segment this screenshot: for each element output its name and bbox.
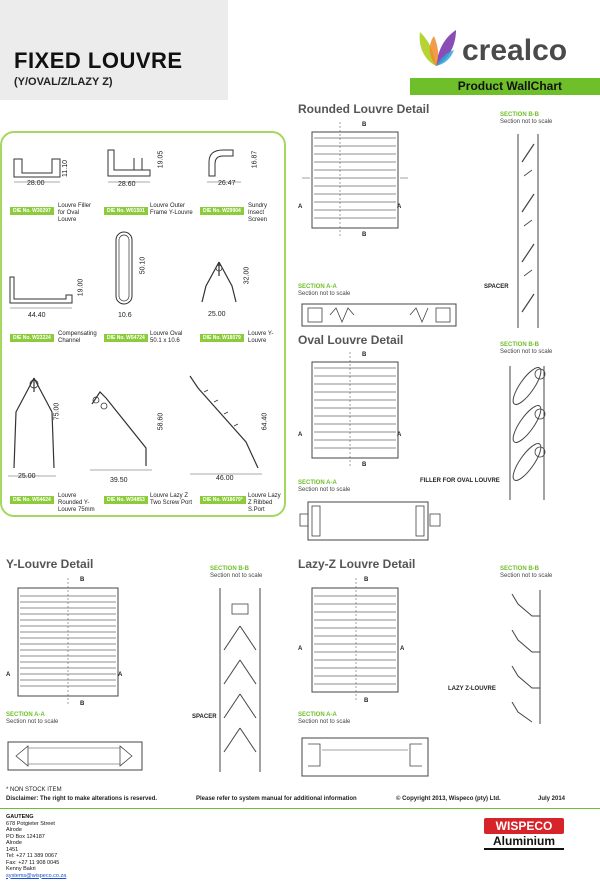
marker-a: A [6,672,11,678]
section-aa-label: SECTION A-A [298,284,337,290]
profile-label: Louvre Lazy Z Two Screw Port [150,493,193,506]
marker-a: A [397,204,402,210]
footer-divider [0,808,600,809]
die-number: DIE No. W23224 [10,334,54,342]
profile-label: Louvre Y-Louvre [248,331,274,344]
address-block [6,814,66,879]
oval-section-bb-drawing [500,364,556,504]
marker-a: A [118,672,123,678]
section-note: Section not to scale [210,573,263,579]
die-number: DIE No. W54624 [10,496,54,504]
lazyz-section-bb [500,566,552,580]
page-subtitle: (Y/OVAL/Z/LAZY Z) [14,76,113,88]
address-line: 678 Potgieter Street [6,820,55,827]
profile-outer-frame-drawing [104,148,154,184]
page-title: FIXED LOUVRE [14,48,183,73]
section-bb-label: SECTION B-B [210,566,249,572]
rounded-louvre-elevation [300,122,410,242]
oval-section-bb [500,342,552,356]
oval-section-aa [298,480,350,494]
rounded-callout-spacer: SPACER [484,284,509,290]
contact-name: Kenny Bakri [6,866,36,872]
address-line: PO Box 124187 [6,833,45,840]
profile-label: Louvre Lazy Z Ribbed S.Port [248,493,281,513]
rounded-section-aa-drawing [300,300,460,330]
dim-label: 75.00 [53,402,61,421]
marker-a: A [400,646,405,652]
oval-callout-filler: FILLER FOR OVAL LOUVRE [420,478,500,484]
oval-section-aa-drawing [300,498,446,544]
section-bb-label: SECTION B-B [500,566,539,572]
marker-b: B [364,577,369,583]
dim-label: 28.00 [27,180,45,187]
y-louvre-title: Y-Louvre Detail [6,557,94,571]
section-note: Section not to scale [500,573,553,579]
y-section-aa-drawing [6,738,146,774]
dim-label: 64.40 [261,412,269,431]
dim-label: 26.47 [218,180,236,187]
marker-b: B [364,698,369,704]
profile-label: Louvre Outer Frame Y-Louvre [150,203,193,216]
marker-a: A [298,204,303,210]
die-number: DIE No. W34853 [104,496,148,504]
dim-label: 16.87 [251,150,259,169]
section-aa-label: SECTION A-A [298,480,337,486]
y-callout-spacer: SPACER [192,714,217,720]
dim-label: 10.6 [118,312,132,319]
dim-label: 25.00 [208,311,226,318]
section-aa-label: SECTION A-A [6,712,45,718]
die-number: DIE No. W18079 [200,334,244,342]
profile-label: Louvre Rounded Y-Louvre 75mm [58,493,95,513]
marker-b: B [80,701,85,707]
section-bb-label: SECTION B-B [500,342,539,348]
rounded-louvre-title: Rounded Louvre Detail [298,102,430,116]
dim-label: 32.00 [243,266,251,285]
address-line: Alrode [6,840,22,846]
profile-label: Louvre Filler for Oval Louvre [58,203,92,223]
date: July 2014 [538,796,566,802]
section-note: Section not to scale [298,719,351,725]
y-section-bb [210,566,262,580]
die-number: DIE No. W01501 [104,207,148,215]
marker-b: B [362,462,367,468]
marker-b: B [80,577,85,583]
section-aa-label: SECTION A-A [298,712,337,718]
address-region: GAUTENG [6,814,34,820]
profile-compensating-channel-drawing [8,275,74,309]
dim-label: 25.00 [18,473,36,480]
profile-label: Sundry Insect Screen [248,203,268,223]
email-link[interactable]: systems@wispeco.co.za [6,872,67,879]
marker-b: B [362,232,367,238]
disclaimer: Disclaimer: The right to make alterations is reserved. [6,796,158,802]
rounded-section-bb [500,112,552,126]
profile-lazy-z-two-screw-drawing [86,376,156,472]
section-note: Section not to scale [500,119,553,125]
address-line: 1451 [6,846,19,853]
section-bb-label: SECTION B-B [500,112,539,118]
die-number: DIE No. W29904 [200,207,244,215]
dim-label: 19.05 [157,150,165,169]
dim-label: 11.10 [62,160,69,177]
dim-label: 44.40 [28,312,46,319]
oval-louvre-title: Oval Louvre Detail [298,333,404,347]
wallchart-banner: Product WallChart [410,78,600,95]
profile-label: Compensating Channel [58,331,97,344]
section-note: Section not to scale [298,487,351,493]
y-louvre-elevation [8,578,128,706]
lazyz-section-aa [298,712,350,726]
section-note: Section not to scale [500,349,553,355]
profile-y-louvre-drawing [196,258,242,306]
lazyz-louvre-title: Lazy-Z Louvre Detail [298,557,416,571]
lazyz-callout: LAZY Z-LOUVRE [448,686,496,692]
dim-label: 39.50 [110,477,128,484]
dim-label: 58.60 [157,412,165,431]
wispeco-logo [484,818,564,848]
die-number: DIE No. W30297 [10,207,54,215]
dim-label: 46.00 [216,475,234,482]
marker-a: A [298,432,303,438]
aluminium-wordmark: Aluminium [484,834,564,850]
copyright: © Copyright 2013, Wispeco (pty) Ltd. [396,796,501,802]
lazyz-louvre-elevation [300,578,410,702]
profile-rounded-y-louvre-drawing [6,372,62,482]
address-line: Alrode [6,827,22,833]
manual-note: Please refer to system manual for additional information [196,796,357,802]
y-section-bb-drawing [212,586,268,776]
y-section-aa [6,712,58,726]
profile-label: Louvre Oval 50.1 x 10.6 [150,331,183,344]
section-note: Section not to scale [298,291,351,297]
brand-name: crealco [462,34,568,67]
marker-b: B [362,122,367,128]
marker-a: A [298,646,303,652]
profile-lazy-z-ribbed-drawing [186,372,269,476]
profile-insect-screen-drawing [205,146,251,184]
wispeco-wordmark: WISPECO [484,818,564,834]
non-stock-note: * NON STOCK ITEM [6,787,62,793]
lazyz-section-aa-drawing [300,736,430,778]
dim-label: 28.60 [118,181,136,188]
crealco-logo-icon [414,26,460,72]
die-number: DIE No. W18679* [200,496,246,504]
dim-label: 50.10 [139,256,147,275]
lazyz-section-bb-drawing [506,588,554,728]
fax: Fax: +27 11 908 0045 [6,859,60,866]
oval-louvre-elevation [300,352,410,472]
rounded-section-bb-drawing [508,132,548,332]
marker-b: B [362,352,367,358]
profile-filler-oval-drawing [12,155,62,183]
profile-oval-louvre-drawing [113,230,135,310]
phone: Tel: +27 11 389 0067 [6,853,58,859]
section-note: Section not to scale [6,719,59,725]
dim-label: 19.00 [77,278,85,297]
die-number: DIE No. W54724 [104,334,148,342]
rounded-section-aa [298,284,350,298]
marker-a: A [397,432,402,438]
